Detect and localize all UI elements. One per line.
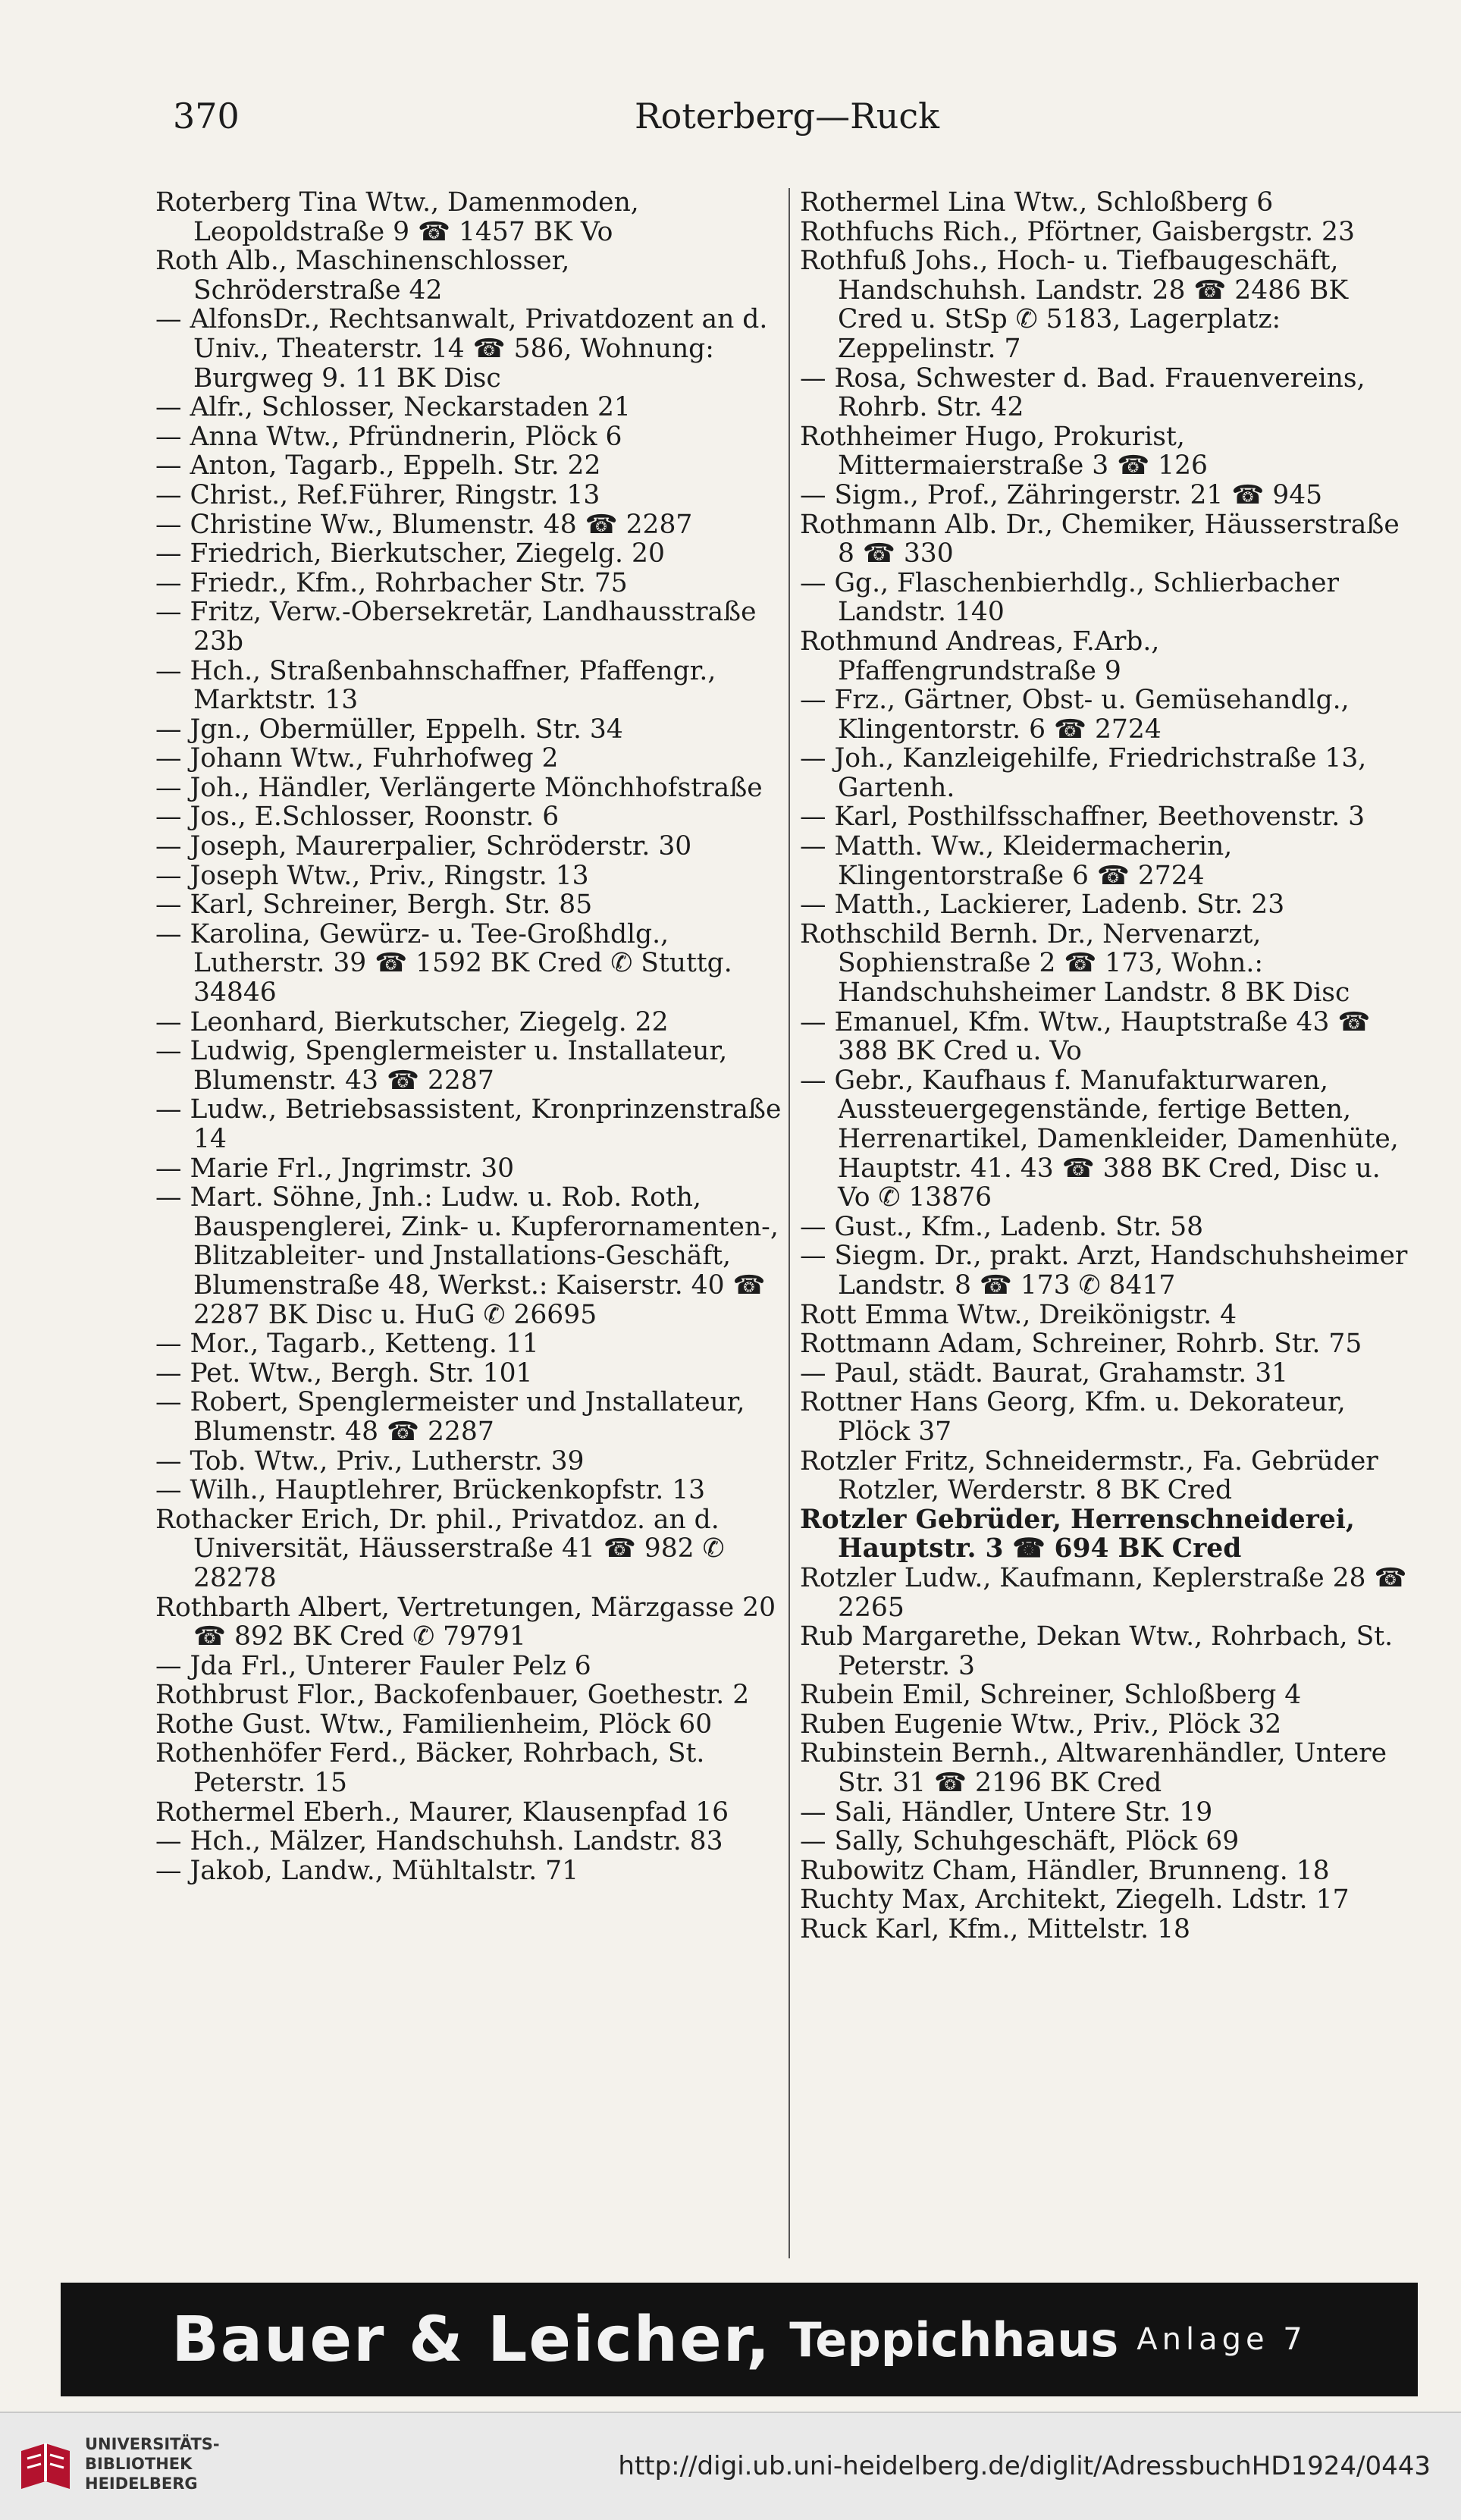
directory-entry: Roth Alb., Maschinenschlosser, Schröderstraße 42 xyxy=(155,246,570,306)
directory-entry: — Alfr., Schlosser, Neckarstaden 21 xyxy=(155,392,631,423)
library-name-line: HEIDELBERG xyxy=(85,2474,198,2493)
directory-entry: — Karl, Posthilfsschaffner, Beethovenstr. 3 xyxy=(800,802,1365,833)
library-logo-icon xyxy=(15,2436,76,2496)
library-name-line: UNIVERSITÄTS- xyxy=(85,2435,220,2453)
directory-entry: — Sali, Händler, Untere Str. 19 xyxy=(800,1797,1213,1828)
directory-entry: — Anton, Tagarb., Eppelh. Str. 22 xyxy=(155,450,601,482)
directory-entry: Rothfuchs Rich., Pförtner, Gaisbergstr. 23 xyxy=(800,216,1355,247)
directory-entry: — Joseph, Maurerpalier, Schröderstr. 30 xyxy=(155,831,692,862)
directory-entry: — Matth. Ww., Kleidermacherin, Klingentorstraße 6 ☎ 2724 xyxy=(800,831,1233,891)
directory-entry: — Rosa, Schwester d. Bad. Frauenvereins, Rohrb. Str. 42 xyxy=(800,362,1365,423)
directory-entry: Rothermel Eberh., Maurer, Klausenpfad 16 xyxy=(155,1797,729,1828)
directory-entry: — Pet. Wtw., Bergh. Str. 101 xyxy=(155,1357,533,1389)
directory-entry: Rothheimer Hugo, Prokurist, Mittermaierstraße 3 ☎ 126 xyxy=(800,421,1208,482)
directory-entry: — Hch., Mälzer, Handschuhsh. Landstr. 83 xyxy=(155,1826,723,1857)
directory-entry: — Ludwig, Spenglermeister u. Installateur, Blumenstr. 43 ☎ 2287 xyxy=(155,1036,728,1096)
directory-entry: — Johann Wtw., Fuhrhofweg 2 xyxy=(155,743,559,774)
directory-entry: — AlfonsDr., Rechtsanwalt, Privatdozent an d. Univ., Theaterstr. 14 ☎ 586, Wohnung: Burgweg 9. 11 BK Disc xyxy=(155,304,768,394)
directory-entry: Rothenhöfer Ferd., Bäcker, Rohrbach, St. Peterstr. 15 xyxy=(155,1738,705,1799)
directory-entry: Rotzler Gebrüder, Herrenschneiderei, Hauptstr. 3 ☎ 694 BK Cred xyxy=(800,1504,1355,1564)
directory-entry: Rub Margarethe, Dekan Wtw., Rohrbach, St. Peterstr. 3 xyxy=(800,1621,1394,1681)
directory-entry: — Anna Wtw., Pfründnerin, Plöck 6 xyxy=(155,421,622,452)
directory-entry: — Wilh., Hauptlehrer, Brückenkopfstr. 13 xyxy=(155,1475,706,1506)
directory-entry: Ruchty Max, Architekt, Ziegelh. Ldstr. 17 xyxy=(800,1885,1350,1916)
directory-entry: — Gust., Kfm., Ladenb. Str. 58 xyxy=(800,1211,1204,1242)
directory-entry: Rubinstein Bernh., Altwarenhändler, Untere Str. 31 ☎ 2196 BK Cred xyxy=(800,1738,1387,1799)
running-head: Roterberg—Ruck xyxy=(634,96,940,137)
directory-entry: — Joh., Kanzleigehilfe, Friedrichstraße 13, Gartenh. xyxy=(800,743,1367,803)
directory-entry: — Siegm. Dr., prakt. Arzt, Handschuhsheimer Landstr. 8 ☎ 173 ✆ 8417 xyxy=(800,1241,1408,1301)
directory-entry: Rothmund Andreas, F.Arb., Pfaffengrundstraße 9 xyxy=(800,626,1160,686)
directory-entry: Rotzler Fritz, Schneidermstr., Fa. Gebrüder Rotzler, Werderstr. 8 BK Cred xyxy=(800,1445,1378,1506)
directory-entry: Rottmann Adam, Schreiner, Rohrb. Str. 75 xyxy=(800,1329,1362,1360)
directory-entry: — Robert, Spenglermeister und Jnstallateur, Blumenstr. 48 ☎ 2287 xyxy=(155,1387,745,1447)
source-url[interactable] xyxy=(618,2451,1431,2481)
directory-entry: Ruben Eugenie Wtw., Priv., Plöck 32 xyxy=(800,1709,1282,1740)
directory-entry: — Gebr., Kaufhaus f. Manufakturwaren, Aussteuergegenstände, fertige Betten, Herrenartikel, Damenkleider, Damenhüte, Hauptstr. 41. 43 ☎ 388 BK Cred, Disc u. Vo ✆ 13876 xyxy=(800,1065,1399,1213)
directory-entry: — Hch., Straßenbahnschaffner, Pfaffengr., Marktstr. 13 xyxy=(155,655,716,716)
directory-entry: — Sally, Schuhgeschäft, Plöck 69 xyxy=(800,1826,1240,1857)
directory-entry: — Friedr., Kfm., Rohrbacher Str. 75 xyxy=(155,567,628,598)
ad-address: Anlage 7 xyxy=(1137,2322,1307,2357)
directory-entry: Rotzler Ludw., Kaufmann, Keplerstraße 28 ☎ 2265 xyxy=(800,1562,1407,1623)
directory-entry: Rothbarth Albert, Vertretungen, Märzgasse 20 ☎ 892 BK Cred ✆ 79791 xyxy=(155,1592,776,1652)
directory-entry: — Sigm., Prof., Zähringerstr. 21 ☎ 945 xyxy=(800,479,1323,510)
directory-entry: — Matth., Lackierer, Ladenb. Str. 23 xyxy=(800,890,1285,921)
directory-entry: Rothfuß Johs., Hoch- u. Tiefbaugeschäft, Handschuhsh. Landstr. 28 ☎ 2486 BK Cred u. StSp ✆ 5183, Lagerplatz: Zeppelinstr. 7 xyxy=(800,246,1349,364)
directory-entry: Rothbrust Flor., Backofenbauer, Goethestr. 2 xyxy=(155,1680,750,1711)
directory-entry: — Karolina, Gewürz- u. Tee-Großhdlg., Lutherstr. 39 ☎ 1592 BK Cred ✆ Stuttg. 34846 xyxy=(155,918,732,1009)
directory-entry: — Karl, Schreiner, Bergh. Str. 85 xyxy=(155,890,593,921)
library-name-line: BIBLIOTHEK xyxy=(85,2455,193,2473)
left-column xyxy=(155,188,785,2258)
directory-entry: — Gg., Flaschenbierhdlg., Schlierbacher Landstr. 140 xyxy=(800,567,1340,628)
library-name xyxy=(85,2434,220,2493)
directory-entry: Rubowitz Cham, Händler, Brunneng. 18 xyxy=(800,1855,1330,1886)
directory-entry: — Mor., Tagarb., Ketteng. 11 xyxy=(155,1329,539,1360)
directory-entry: — Jda Frl., Unterer Fauler Pelz 6 xyxy=(155,1650,591,1681)
directory-entry: Roterberg Tina Wtw., Damenmoden, Leopoldstraße 9 ☎ 1457 BK Vo xyxy=(155,188,639,247)
directory-entry: — Emanuel, Kfm. Wtw., Hauptstraße 43 ☎ 388 BK Cred u. Vo xyxy=(800,1006,1371,1067)
directory-entry: Rothmann Alb. Dr., Chemiker, Häusserstraße 8 ☎ 330 xyxy=(800,509,1400,570)
directory-entry: — Friedrich, Bierkutscher, Ziegelg. 20 xyxy=(155,538,665,570)
directory-entry: — Joseph Wtw., Priv., Ringstr. 13 xyxy=(155,860,589,891)
right-column xyxy=(800,188,1414,2258)
directory-entry: — Paul, städt. Baurat, Grahamstr. 31 xyxy=(800,1357,1289,1389)
directory-entry: — Tob. Wtw., Priv., Lutherstr. 39 xyxy=(155,1445,585,1477)
directory-entry: Rothacker Erich, Dr. phil., Privatdoz. an d. Universität, Häusserstraße 41 ☎ 982 ✆ 28278 xyxy=(155,1504,725,1593)
ad-brand: Bauer & Leicher, xyxy=(171,2303,772,2376)
directory-entry: — Jos., E.Schlosser, Roonstr. 6 xyxy=(155,802,560,833)
directory-entry: — Ludw., Betriebsassistent, Kronprinzenstraße 14 xyxy=(155,1094,782,1154)
directory-entry: Rothermel Lina Wtw., Schloßberg 6 xyxy=(800,188,1274,218)
directory-entry: — Jgn., Obermüller, Eppelh. Str. 34 xyxy=(155,714,623,745)
column-divider xyxy=(789,188,790,2258)
footer-bar xyxy=(0,2412,1461,2520)
directory-entry: Rottner Hans Georg, Kfm. u. Dekorateur, Plöck 37 xyxy=(800,1387,1346,1447)
directory-entry: Ruck Karl, Kfm., Mittelstr. 18 xyxy=(800,1914,1190,1945)
page-header xyxy=(173,96,1401,149)
directory-entry: — Marie Frl., Jngrimstr. 30 xyxy=(155,1153,515,1184)
directory-entry: Rubein Emil, Schreiner, Schloßberg 4 xyxy=(800,1680,1302,1711)
directory-entry: — Fritz, Verw.-Obersekretär, Landhausstraße 23b xyxy=(155,597,757,657)
page-number: 370 xyxy=(173,96,240,137)
source-url-link[interactable]: http://digi.ub.uni-heidelberg.de/diglit/AdressbuchHD1924/0443 xyxy=(618,2451,1431,2481)
directory-entry: — Jakob, Landw., Mühltalstr. 71 xyxy=(155,1855,579,1886)
directory-entry: — Frz., Gärtner, Obst- u. Gemüsehandlg., Klingentorstr. 6 ☎ 2724 xyxy=(800,685,1350,745)
directory-entry: Rothe Gust. Wtw., Familienheim, Plöck 60 xyxy=(155,1709,713,1740)
ad-product: Teppichhaus xyxy=(789,2311,1119,2368)
advertisement-banner xyxy=(61,2283,1418,2396)
directory-entry: — Leonhard, Bierkutscher, Ziegelg. 22 xyxy=(155,1006,669,1037)
directory-entry: — Christine Ww., Blumenstr. 48 ☎ 2287 xyxy=(155,509,693,540)
directory-entry: — Mart. Söhne, Jnh.: Ludw. u. Rob. Roth, Bauspenglerei, Zink- u. Kupferornamenten-, Blitzableiter- und Jnstallations-Geschäft, Blumenstraße 48, Werkst.: Kaiserstr. 40 ☎ 2287 BK Disc u. HuG ✆ 26695 xyxy=(155,1182,779,1330)
directory-entry: Rothschild Bernh. Dr., Nervenarzt, Sophienstraße 2 ☎ 173, Wohn.: Handschuhsheimer Landstr. 8 BK Disc xyxy=(800,918,1350,1009)
directory-entry: — Joh., Händler, Verlängerte Mönchhofstraße xyxy=(155,772,763,803)
directory-entry: — Christ., Ref.Führer, Ringstr. 13 xyxy=(155,479,600,510)
directory-entry: Rott Emma Wtw., Dreikönigstr. 4 xyxy=(800,1299,1237,1330)
